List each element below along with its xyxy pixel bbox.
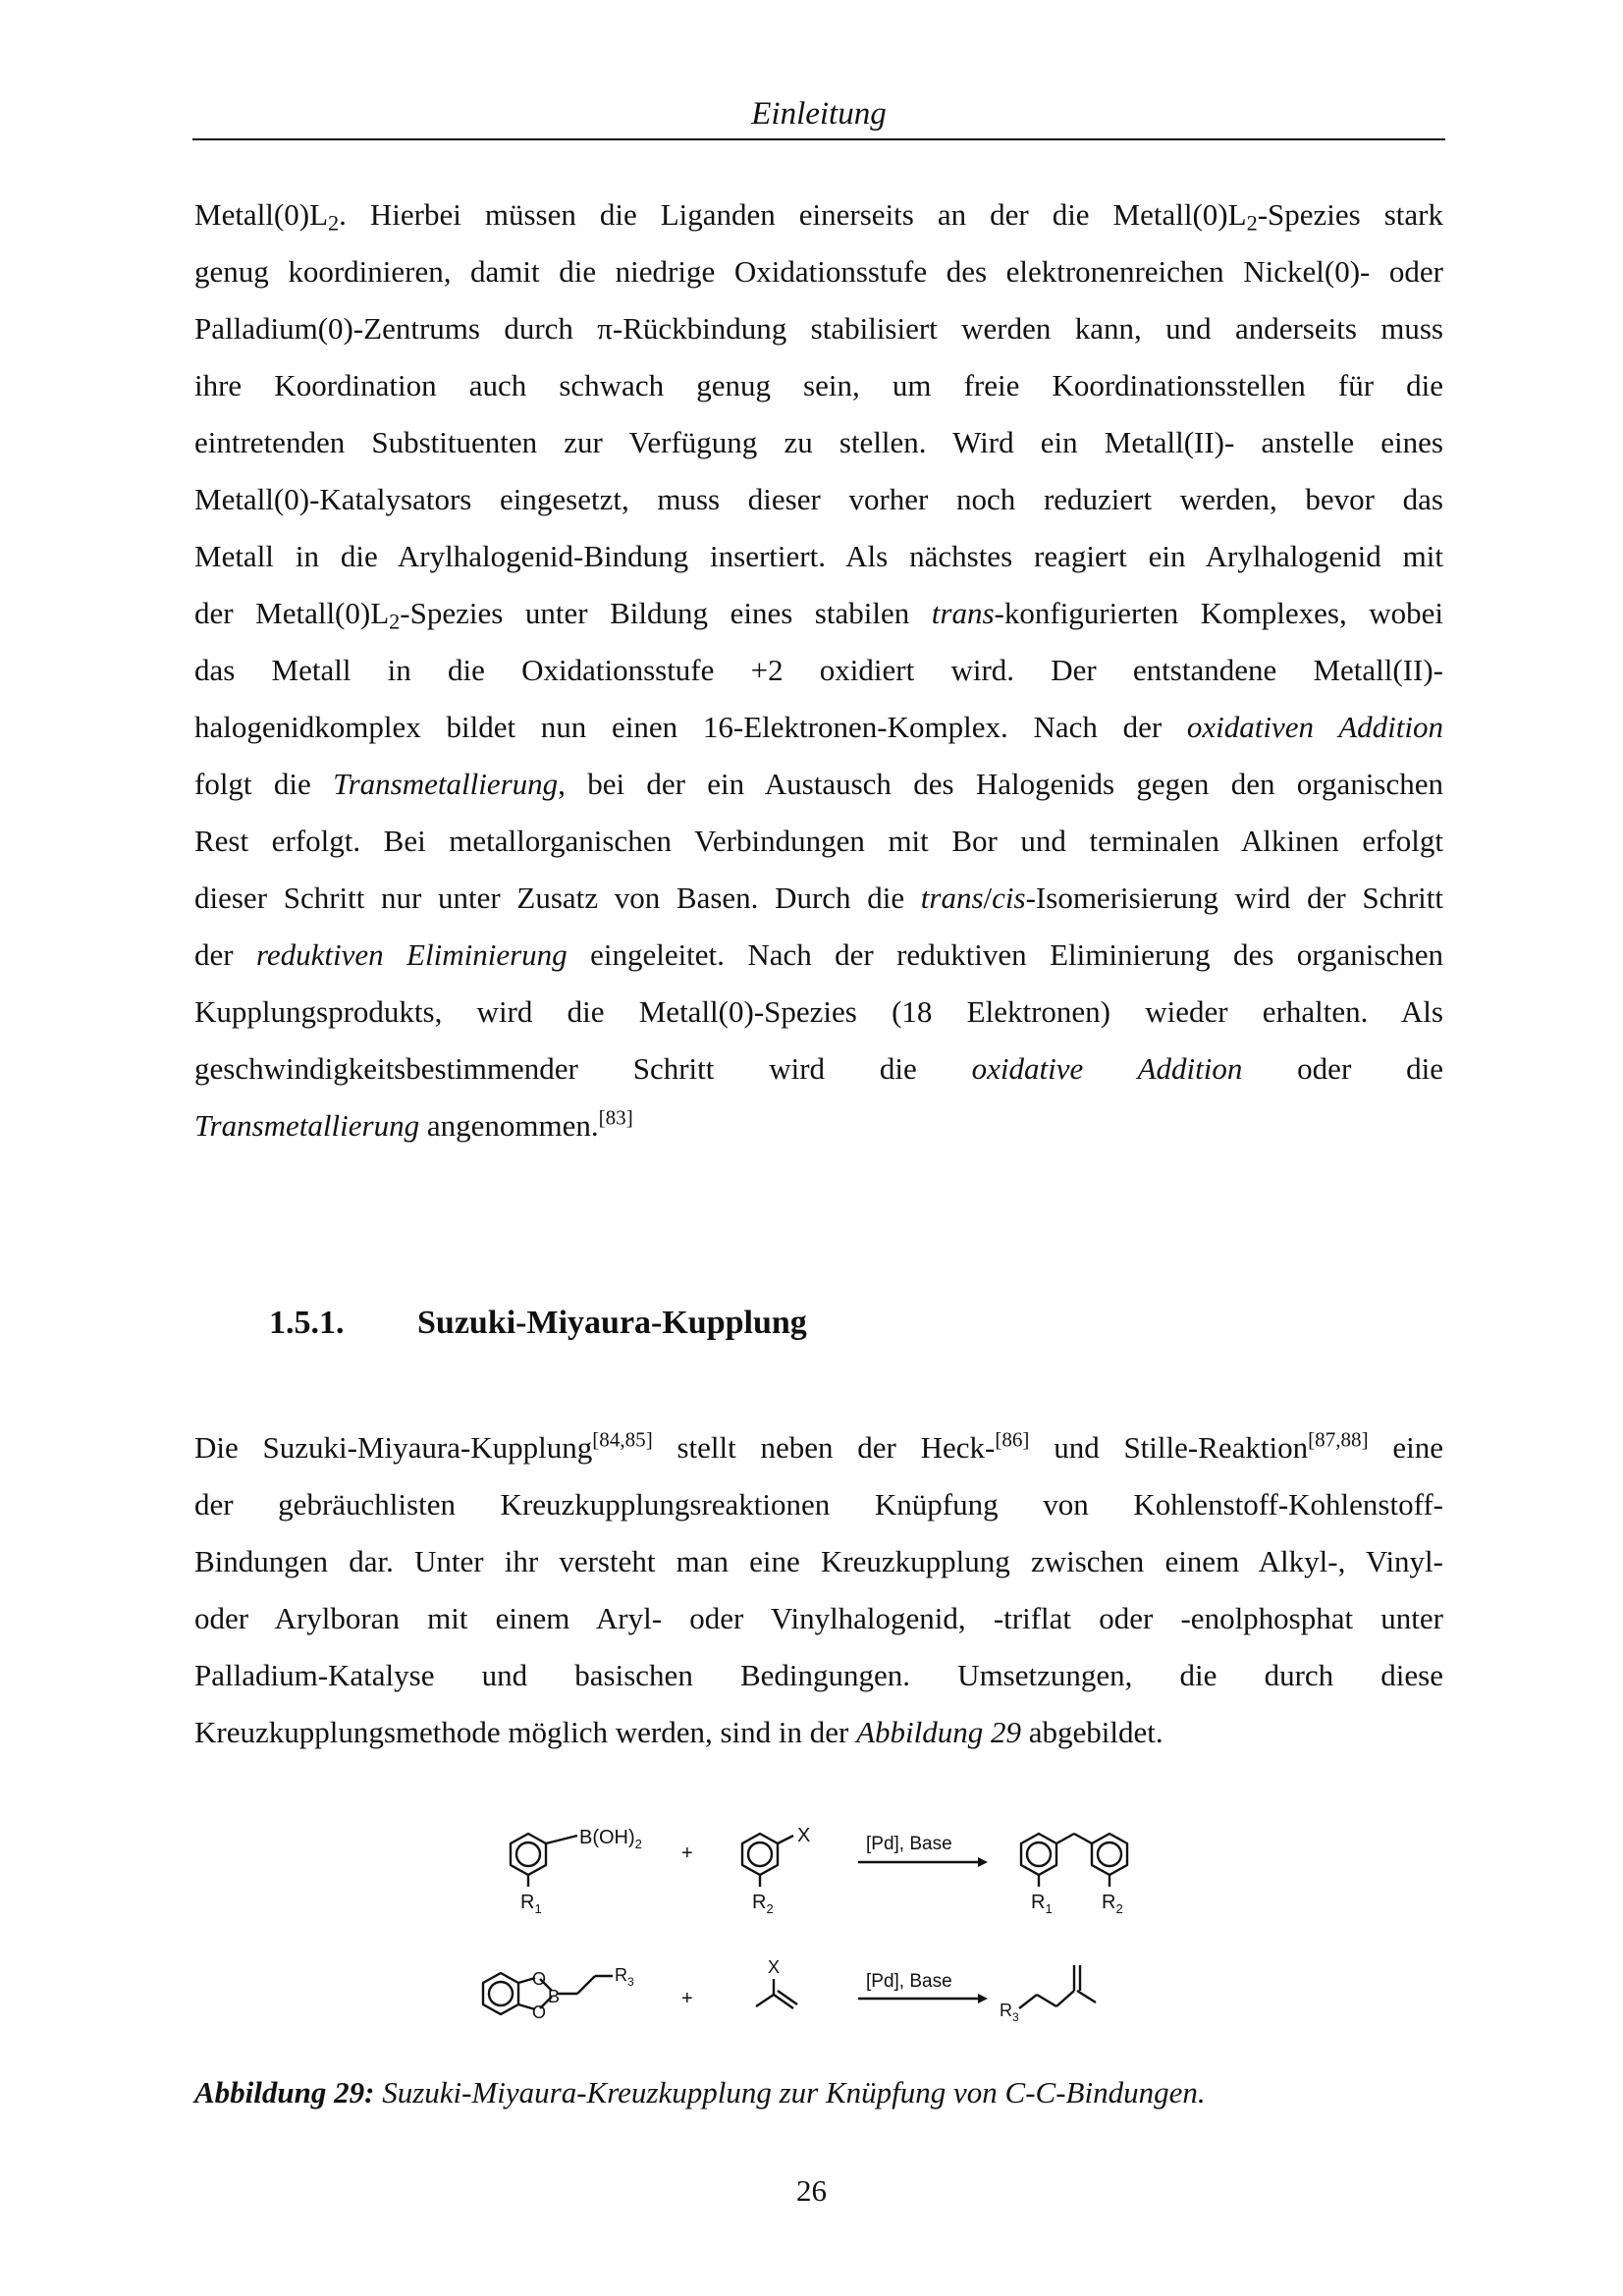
substituent-label: $R_1$	[520, 1892, 542, 1916]
text-line: Kreuzkupplungsmethode möglich werden, sind in der Abbildung 29 abgebildet.	[194, 1715, 1163, 1749]
header-rule	[192, 138, 1445, 140]
figure-caption	[194, 2073, 1206, 2112]
text-line: Die Suzuki-Miyaura-Kupplung[84,85] stellt neben der Heck-[86] und Stille-Reaktion[87,88] eine	[194, 1427, 1443, 1465]
text-line: halogenidkomplex bildet nun einen 16-Elektronen-Komplex. Nach der oxidativen Addition	[194, 710, 1443, 744]
alkene-product	[1019, 1965, 1096, 2008]
boronic-acid-label: $B(OH)_2$	[579, 1827, 642, 1851]
boron-label: B	[548, 1987, 561, 2006]
text-line: Palladium(0)-Zentrums durch π-Rückbindung stabilisiert werden kann, und anderseits muss	[194, 311, 1443, 346]
text-line: Bindungen dar. Unter ihr versteht man eine Kreuzkupplung zwischen einem Alkyl-, Vinyl-	[194, 1544, 1443, 1578]
section-title: Suzuki-Miyaura-Kupplung	[417, 1305, 807, 1341]
conditions-label: [Pd], Base	[866, 1834, 952, 1854]
text-line: dieser Schritt nur unter Zusatz von Basen. Durch die trans/cis-Isomerisierung wird der Schritt	[194, 881, 1443, 915]
plus-sign: +	[681, 1842, 693, 1864]
conditions-label: [Pd], Base	[866, 1971, 952, 1992]
text-line: Kupplungsprodukts, wird die Metall(0)-Spezies (18 Elektronen) wieder erhalten. Als	[194, 994, 1443, 1029]
running-header: Einleitung	[751, 96, 887, 132]
plus-sign: +	[681, 1988, 693, 2009]
citation-ref: [86]	[995, 1427, 1030, 1452]
arrow-head	[978, 1857, 988, 1867]
text-line: Palladium-Katalyse und basischen Bedingungen. Umsetzungen, die durch diese	[194, 1658, 1443, 1692]
citation-ref: [84,85]	[592, 1427, 653, 1452]
text-line: folgt die Transmetallierung, bei der ein Austausch des Halogenids gegen den organischen	[194, 767, 1444, 801]
substituent-label: $R_3$	[1000, 2001, 1019, 2024]
substituent-label: $R_2$	[1102, 1892, 1123, 1916]
text-line: genug koordinieren, damit die niedrige Oxidationsstufe des elektronenreichen Nickel(0)- oder	[194, 254, 1443, 289]
biaryl-product	[1021, 1834, 1127, 1887]
figure-caption-text: Suzuki-Miyaura-Kreuzkupplung zur Knüpfung von C-C-Bindungen.	[374, 2075, 1206, 2109]
text-line: das Metall in die Oxidationsstufe +2 oxidiert wird. Der entstandene Metall(II)-	[194, 653, 1443, 687]
citation-ref: [87,88]	[1308, 1427, 1369, 1452]
text-line: $Metall(0)L_2$. Hierbei müssen die Liganden einerseits an der die $Metall(0)L_2$-Spezies stark	[194, 197, 1443, 236]
benzene-ring-aryl-halide	[742, 1834, 793, 1887]
paragraph-catalytic-cycle	[194, 187, 1443, 1154]
text-line: eintretenden Substituenten zur Verfügung zu stellen. Wird ein Metall(II)- anstelle eines	[194, 425, 1443, 459]
substituent-label: $R_1$	[1031, 1892, 1053, 1916]
oxygen-label: O	[532, 1969, 547, 1989]
halide-label: X	[768, 1957, 781, 1977]
oxygen-label: O	[532, 2002, 547, 2022]
benzene-ring-boronic-acid	[511, 1834, 577, 1887]
reaction-scheme-figure	[461, 1816, 1168, 2063]
text-line: der gebräuchlisten Kreuzkupplungsreaktionen Knüpfung von Kohlenstoff-Kohlenstoff-	[194, 1487, 1443, 1522]
figure-caption-label: Abbildung 29:	[194, 2075, 375, 2109]
text-line: der $Metall(0)L_2$-Spezies unter Bildung eines stabilen trans-konfigurierten Komplexes, wobei	[194, 596, 1444, 634]
text-line: Rest erfolgt. Bei metallorganischen Verbindungen mit Bor und terminalen Alkinen erfolgt	[194, 824, 1443, 858]
text-line: Transmetallierung angenommen.[83]	[194, 1105, 633, 1143]
page-number: 26	[796, 2173, 827, 2208]
substituent-label: $R_3$	[615, 1965, 634, 1989]
paragraph-suzuki-intro	[194, 1419, 1443, 1761]
text-line: Metall(0)-Katalysators eingesetzt, muss dieser vorher noch reduziert werden, bevor das	[194, 482, 1443, 516]
halide-label: X	[797, 1825, 811, 1846]
section-number: 1.5.1.	[269, 1305, 345, 1341]
text-line: ihre Koordination auch schwach genug sein, um freie Koordinationsstellen für die	[194, 368, 1443, 402]
vinyl-halide	[756, 1979, 797, 2008]
citation-ref: [83]	[598, 1105, 633, 1130]
text-line: Metall in die Arylhalogenid-Bindung insertiert. Als nächstes reagiert ein Arylhalogenid mit	[194, 539, 1443, 573]
text-line: oder Arylboran mit einem Aryl- oder Vinylhalogenid, -triflat oder -enolphosphat unter	[194, 1601, 1443, 1635]
text-line: der reduktiven Eliminierung eingeleitet. Nach der reduktiven Eliminierung des organischen	[194, 937, 1443, 972]
text-line: geschwindigkeitsbestimmender Schritt wird die oxidative Addition oder die	[194, 1051, 1443, 1086]
substituent-label: $R_2$	[752, 1892, 774, 1916]
arrow-head	[978, 1994, 988, 2003]
